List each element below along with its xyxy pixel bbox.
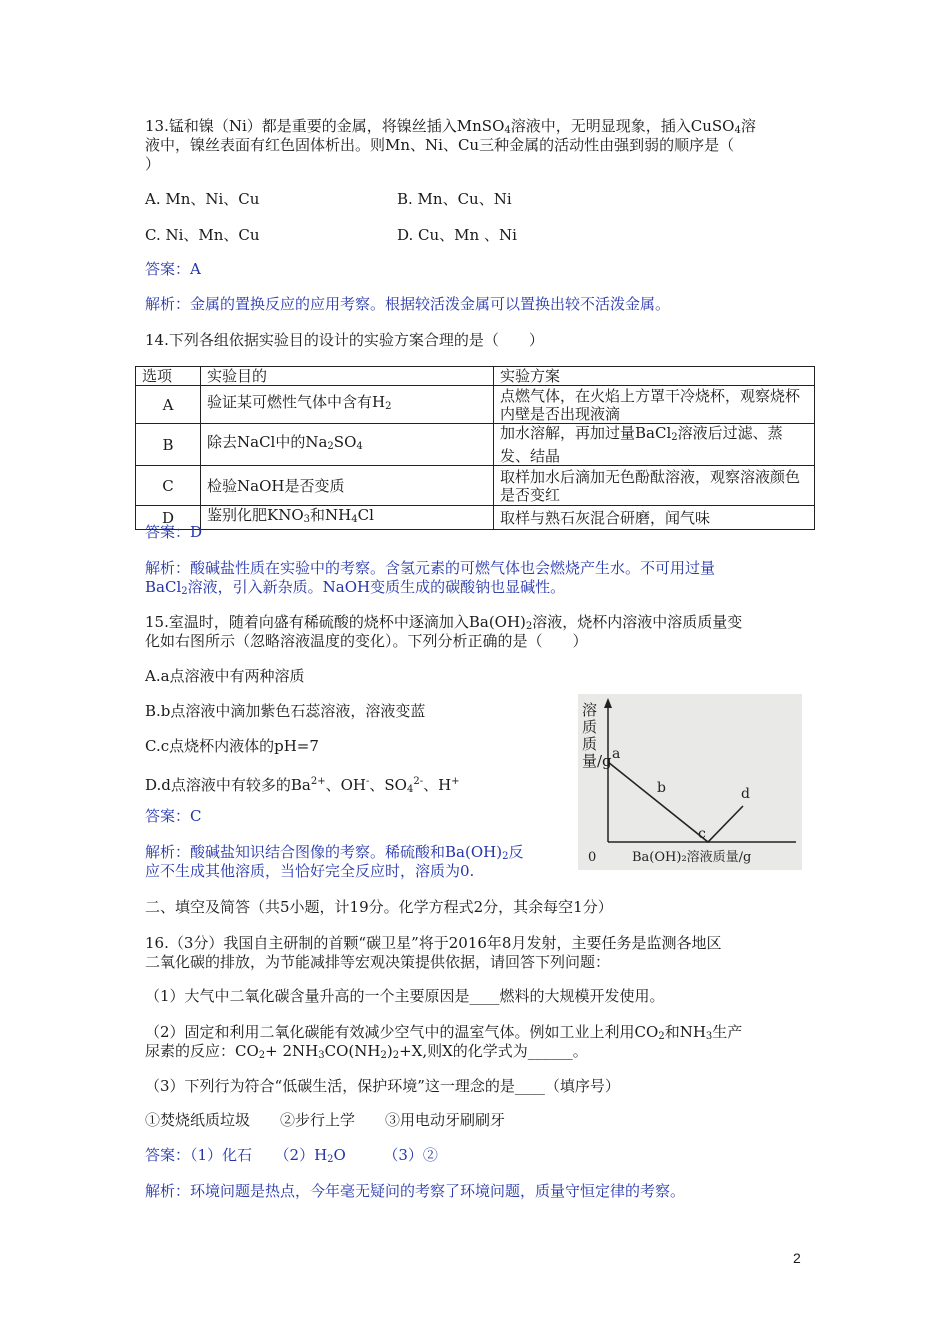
- header-purpose: 实验目的: [201, 367, 494, 386]
- x-axis-label: Ba(OH)₂溶液质量/g: [632, 850, 752, 865]
- q13-analysis: 解析：金属的置换反应的应用考察。根据较活泼金属可以置换出较不活泼金属。: [145, 295, 671, 313]
- origin-label: 0: [588, 850, 597, 865]
- q13-stem-line2: 液中，镍丝表面有红色固体析出。则Mn、Ni、Cu三种金属的活动性由强到弱的顺序是（: [145, 136, 735, 154]
- q14-answer: 答案：D: [145, 523, 203, 541]
- point-label-a: a: [612, 746, 621, 762]
- q15-option-a: A.a点溶液中有两种溶质: [145, 667, 305, 685]
- q14-analysis-line2: BaCl$_2$溶液，引入新杂质。NaOH变质生成的碳酸钠也显碱性。: [145, 578, 566, 597]
- q13-option-d: D. Cu、Mn 、Ni: [397, 226, 517, 244]
- row-option: B: [136, 424, 201, 466]
- row-option: A: [136, 386, 201, 424]
- page-number: 2: [793, 1250, 801, 1266]
- q15-stem-line2: 化如右图所示（忽略溶液温度的变化）。下列分析正确的是（ ）: [145, 632, 588, 650]
- point-label-c: c: [698, 826, 706, 842]
- q13-option-a: A. Mn、Ni、Cu: [145, 190, 260, 208]
- q15-analysis-line2: 应不生成其他溶质，当恰好完全反应时，溶质为0.: [145, 862, 475, 880]
- row-plan: 取样加水后滴加无色酚酞溶液，观察溶液颜色是否变红: [494, 466, 815, 506]
- row-plan: 加水溶解，再加过量BaCl$_2$溶液后过滤、蒸发、结晶: [494, 424, 815, 466]
- q16-stem-line2: 二氧化碳的排放，为节能减排等宏观决策提供依据，请回答下列问题：: [145, 953, 611, 971]
- q14-stem: 14.下列各组依据实验目的设计的实验方案合理的是（ ）: [145, 331, 544, 349]
- q13-answer: 答案：A: [145, 260, 201, 278]
- chart-svg: [578, 694, 802, 870]
- section-2-heading: 二、填空及简答（共5小题，计19分。化学方程式2分，其余每空1分）: [145, 898, 613, 916]
- row-purpose: 检验NaOH是否变质: [201, 466, 494, 506]
- row-plan: 点燃气体，在火焰上方罩干冷烧杯，观察烧杯内壁是否出现液滴: [494, 386, 815, 424]
- table-row: [136, 386, 815, 424]
- header-option: 选项: [136, 367, 201, 386]
- q15-analysis: 解析：酸碱盐知识结合图像的考察。稀硫酸和$Ba(OH)_2$反: [145, 843, 524, 862]
- q13-option-c: C. Ni、Mn、Cu: [145, 226, 260, 244]
- q15-stem: 15.室温时，随着向盛有稀硫酸的烧杯中逐滴加入$Ba(OH)_2$溶液，烧杯内溶液中溶质质量变: [145, 613, 743, 632]
- q15-answer: 答案：C: [145, 807, 202, 825]
- row-plan: 取样与熟石灰混合研磨，闻气味: [494, 506, 815, 530]
- q14-plan-table: [135, 366, 815, 530]
- row-option: D: [136, 506, 201, 530]
- q16-analysis: 解析：环境问题是热点，今年毫无疑问的考察了环境问题，质量守恒定律的考察。: [145, 1182, 686, 1200]
- row-purpose: 除去NaCl中的$Na_2SO_4$: [201, 424, 494, 466]
- q14-analysis: 解析：酸碱盐性质在实验中的考察。含氢元素的可燃气体也会燃烧产生水。不可用过量: [145, 559, 716, 577]
- y-axis-arrow: [604, 698, 612, 708]
- table-row: [136, 424, 815, 466]
- row-option: C: [136, 466, 201, 506]
- q13-option-b: B. Mn、Cu、Ni: [397, 190, 512, 208]
- q15-option-c: C.c点烧杯内液体的pH=7: [145, 737, 319, 755]
- q16-choices: ①焚烧纸质垃圾 ②步行上学 ③用电动牙刷刷牙: [145, 1111, 506, 1129]
- point-label-d: d: [741, 786, 750, 802]
- q15-option-b: B.b点溶液中滴加紫色石蕊溶液，溶液变蓝: [145, 702, 426, 720]
- q16-part-2-line2: 尿素的反应：$CO_2+ 2NH_3CO(NH_2)_2+X$,则X的化学式为______。: [145, 1042, 588, 1061]
- q13-stem: 13.锰和镍（Ni）都是重要的金属，将镍丝插入MnSO$_4$溶液中，无明显现象，插入CuSO$_4$溶: [145, 117, 756, 136]
- row-purpose: 鉴别化肥$KNO_3$和$NH_4Cl$: [201, 506, 494, 530]
- point-label-b: b: [657, 780, 666, 796]
- solute-mass-chart: [578, 694, 802, 870]
- q16-part-1: （1）大气中二氧化碳含量升高的一个主要原因是____燃料的大规模开发使用。: [145, 987, 665, 1005]
- q16-answer: 答案：（1）化石 $(2)H_2O$ （3）②: [145, 1146, 438, 1165]
- table-row: [136, 466, 815, 506]
- q16-stem: 16.（3分）我国自主研制的首颗“碳卫星”将于2016年8月发射，主要任务是监测各地区: [145, 934, 722, 952]
- q13-stem-line3: ）: [145, 155, 161, 173]
- table-header-row: [136, 367, 815, 386]
- solute-mass-line: [608, 762, 743, 842]
- q16-part-3: （3）下列行为符合“低碳生活，保护环境”这一理念的是____（填序号）: [145, 1077, 620, 1095]
- header-plan: 实验方案: [494, 367, 815, 386]
- y-axis-label: 溶质质量/g: [582, 701, 612, 770]
- row-purpose: 验证某可燃性气体中含有$H_2$: [201, 386, 494, 424]
- q16-part-2: （2）固定和利用二氧化碳能有效减少空气中的温室气体。例如工业上利用$CO_2$和$NH_3$生产: [145, 1023, 743, 1042]
- q15-option-d: D.d点溶液中有较多的$Ba^{2+}$、OH-、$SO_4^{2-}$、H+: [145, 776, 460, 795]
